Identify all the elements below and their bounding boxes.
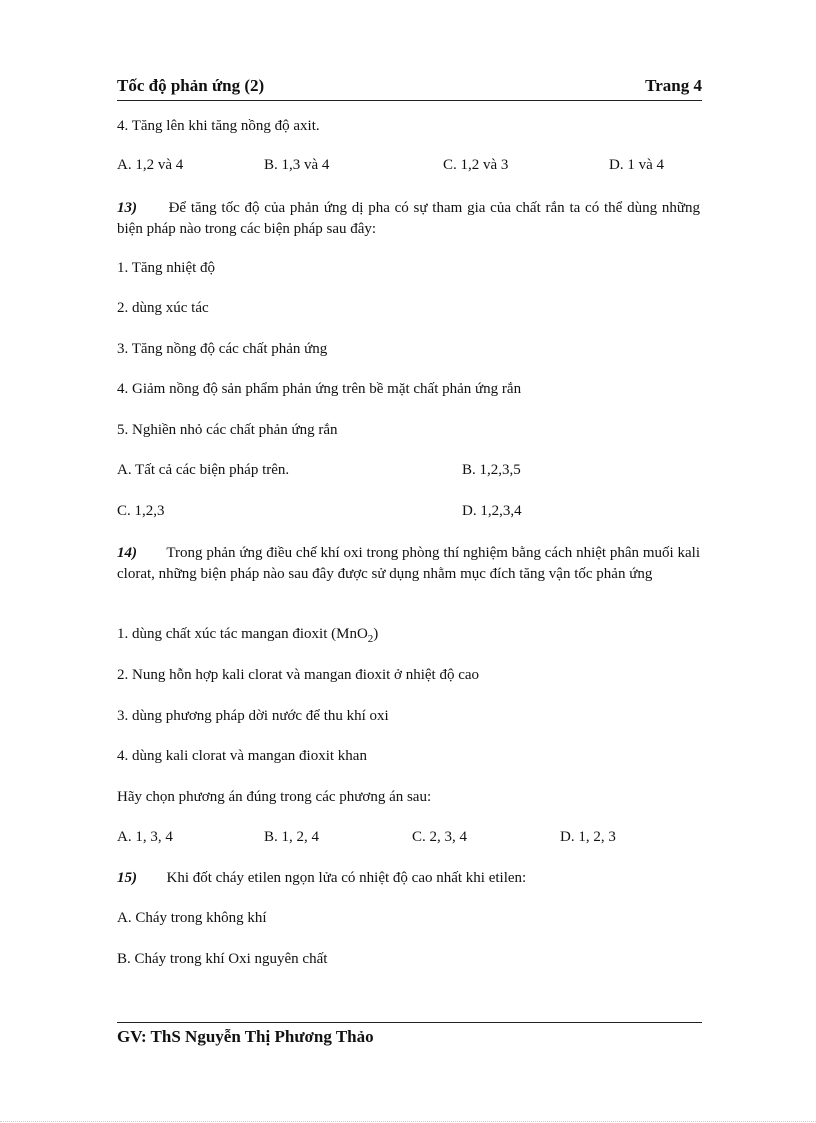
q14-prompt: Hãy chọn phương án đúng trong các phương án sau: <box>117 789 432 805</box>
q12-option-c: C. 1,2 và 3 <box>443 157 509 173</box>
q13-item-1: 1. Tăng nhiệt độ <box>117 260 216 276</box>
q14-item-1 <box>117 626 378 645</box>
q12-item-4: 4. Tăng lên khi tăng nồng độ axit. <box>117 118 320 134</box>
header-page-number: Trang 4 <box>645 76 702 95</box>
q14-item-4: 4. dùng kali clorat và mangan đioxit khan <box>117 748 367 764</box>
q15-option-b: B. Cháy trong khí Oxi nguyên chất <box>117 951 328 967</box>
q15-stem: Khi đốt cháy etilen ngọn lửa có nhiệt độ cao nhất khi etilen: <box>166 870 527 886</box>
q13-item-3: 3. Tăng nồng độ các chất phản ứng <box>117 341 328 357</box>
q13-option-a: A. Tất cả các biện pháp trên. <box>117 462 290 478</box>
q13-number: 13) <box>117 200 137 216</box>
q14-option-d: D. 1, 2, 3 <box>560 829 616 845</box>
q14-option-b: B. 1, 2, 4 <box>264 829 320 845</box>
q14-stem-paragraph <box>117 543 700 585</box>
q12-option-b: B. 1,3 và 4 <box>264 157 330 173</box>
header-title: Tốc độ phản ứng (2) <box>117 76 265 95</box>
q15-number: 15) <box>117 870 137 886</box>
q14-item-1-subscript: 2 <box>367 633 374 645</box>
q12-option-d: D. 1 và 4 <box>609 157 664 173</box>
footer-divider <box>117 1022 702 1023</box>
q13-item-5: 5. Nghiền nhỏ các chất phản ứng rắn <box>117 422 338 438</box>
q13-option-d: D. 1,2,3,4 <box>462 503 522 519</box>
q14-item-3: 3. dùng phương pháp dời nước để thu khí oxi <box>117 708 389 724</box>
q14-item-1-text: 1. dùng chất xúc tác mangan đioxit (MnO <box>117 626 368 642</box>
q14-item-2: 2. Nung hỗn hợp kali clorat và mangan đioxit ở nhiệt độ cao <box>117 667 480 683</box>
q14-option-c: C. 2, 3, 4 <box>412 829 468 845</box>
page-bottom-border <box>0 1121 816 1122</box>
footer-author: GV: ThS Nguyễn Thị Phương Thảo <box>117 1027 374 1046</box>
q13-option-c: C. 1,2,3 <box>117 503 165 519</box>
q14-option-a: A. 1, 3, 4 <box>117 829 173 845</box>
page-header <box>117 76 702 101</box>
q15-stem-line <box>117 870 526 887</box>
q12-option-a: A. 1,2 và 4 <box>117 157 184 173</box>
q14-number: 14) <box>117 545 137 561</box>
q13-option-b: B. 1,2,3,5 <box>462 462 521 478</box>
q13-item-4: 4. Giảm nồng độ sản phẩm phản ứng trên bề mặt chất phản ứng rắn <box>117 381 522 397</box>
q14-stem: Trong phản ứng điều chế khí oxi trong phòng thí nghiệm bằng cách nhiệt phân muối kali clorat, những biện pháp nào sau đây được sử dụng nhằm mục đích tăng vận tốc phản ứng <box>117 545 701 582</box>
q14-item-1-close: ) <box>373 626 379 642</box>
q13-item-2: 2. dùng xúc tác <box>117 300 209 316</box>
q13-stem: Để tăng tốc độ của phản ứng dị pha có sự tham gia của chất rắn ta có thể dùng những biện pháp nào trong các biện pháp sau đây: <box>117 200 701 237</box>
q15-option-a: A. Cháy trong không khí <box>117 910 267 926</box>
q13-stem-paragraph <box>117 198 700 240</box>
